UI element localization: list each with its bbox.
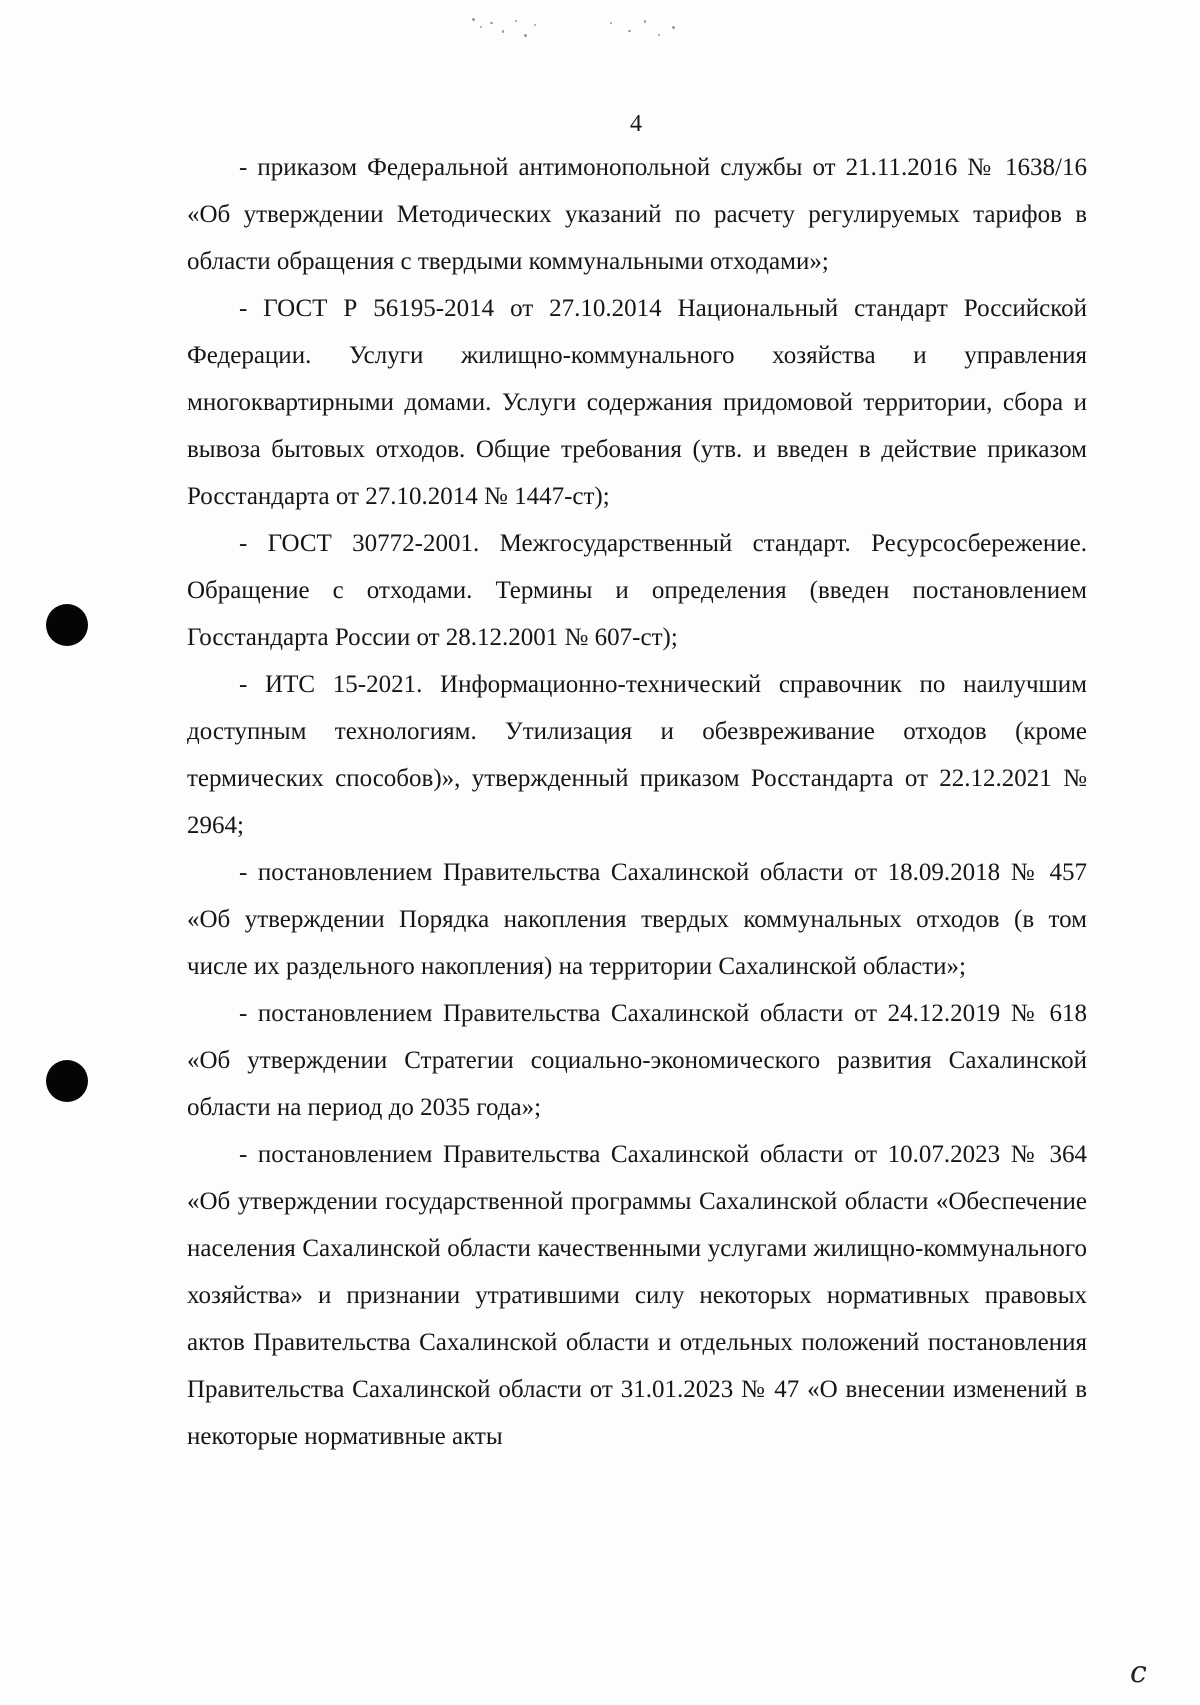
paragraph-gost-30772 [187,520,1087,661]
paragraph-fas-order [187,144,1087,285]
paragraph-text: - ГОСТ Р 56195-2014 от 27.10.2014 Национальный стандарт Российской Федерации. Услуги жилищно-коммунального хозяйства и управления многоквартирными домами. Услуги содержания придомовой территории, сбора и вывоза бытовых отходов. Общие требования (утв. и введен в действие приказом Росстандарта от 27.10.2014 № 1447-ст); [187,295,1087,510]
paragraph-text: - ГОСТ 30772-2001. Межгосударственный стандарт. Ресурсосбережение. Обращение с отходами. Термины и определения (введен постановлением Госстандарта России от 28.12.2001 № 607-ст); [187,530,1087,651]
page-number: 4 [630,111,642,137]
punch-hole [46,604,88,646]
handwritten-page-mark: с [1130,1655,1147,1690]
paragraph-resolution-364 [187,1131,1087,1460]
paragraph-text: - постановлением Правительства Сахалинской области от 10.07.2023 № 364 «Об утверждении государственной программы Сахалинской области «Обеспечение населения Сахалинской области качественными услугами жилищно-коммунального хозяйства» и признании утратившими силу некоторых нормативных правовых актов Правительства Сахалинской области и отдельных положений постановления Правительства Сахалинской области от 31.01.2023 № 47 «О внесении изменений в некоторые нормативные акты [187,1141,1087,1450]
paragraph-its-15 [187,661,1087,849]
scan-noise [460,8,760,48]
paragraph-text: - ИТС 15-2021. Информационно-технический справочник по наилучшим доступным технологиям. Утилизация и обезвреживание отходов (кроме термических способов)», утвержденный приказом Росстандарта от 22.12.2021 № 2964; [187,671,1087,839]
paragraph-resolution-618 [187,990,1087,1131]
paragraph-text: - приказом Федеральной антимонопольной службы от 21.11.2016 № 1638/16 «Об утверждении Методических указаний по расчету регулируемых тарифов в области обращения с твердыми коммунальными отходами»; [187,154,1087,275]
paragraph-text: - постановлением Правительства Сахалинской области от 18.09.2018 № 457 «Об утверждении Порядка накопления твердых коммунальных отходов (в том числе их раздельного накопления) на территории Сахалинской области»; [187,859,1087,980]
punch-hole [46,1060,88,1102]
paragraph-text: - постановлением Правительства Сахалинской области от 24.12.2019 № 618 «Об утверждении Стратегии социально-экономического развития Сахалинской области на период до 2035 года»; [187,1000,1087,1121]
paragraph-resolution-457 [187,849,1087,990]
document-body [187,144,1087,1460]
paragraph-gost-56195 [187,285,1087,520]
